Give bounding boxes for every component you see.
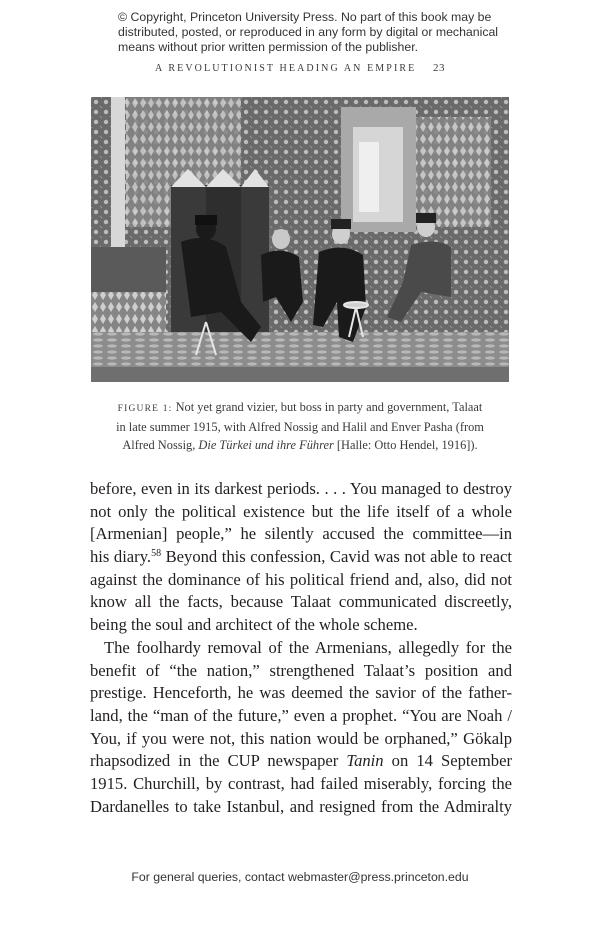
text-line: know all the facts, because Talaat communicated discreetly, xyxy=(90,592,512,612)
text-line: land, the “man of the future,” even a prophet. “You are Noah / xyxy=(90,705,512,725)
caption-text: [Halle: Otto Hendel, 1916]). xyxy=(333,438,478,453)
page-number: 23 xyxy=(432,62,445,74)
copyright-line: distributed, posted, or reproduced in any form by digital or mechanical xyxy=(118,25,499,39)
body-text xyxy=(90,478,512,818)
paragraph-start-line: The foolhardy removal of the Armenians, allegedly for the xyxy=(104,637,512,657)
text-line: not only the political existence but the life itself of a whole xyxy=(90,501,512,521)
text-span: rhapsodized in the CUP newspaper xyxy=(90,751,347,771)
footer-contact: For general queries, contact webmaster@press.princeton.edu xyxy=(131,870,469,884)
text-line: 1915. Churchill, by contrast, had failed miserably, forcing the xyxy=(90,773,512,793)
text-line xyxy=(90,750,512,773)
copyright-line: © Copyright, Princeton University Press. No part of this book may be xyxy=(118,10,492,24)
text-line: being the soul and architect of the whole scheme. xyxy=(90,615,418,635)
copyright-notice xyxy=(118,10,518,55)
caption-label: FIGURE 1: xyxy=(117,404,173,414)
text-line: Dardanelles to take Istanbul, and resigned from the Admiralty xyxy=(90,796,512,816)
text-line: prestige. Henceforth, he was deemed the savior of the father- xyxy=(90,683,512,703)
figure-photograph xyxy=(91,97,509,382)
text-span: on 14 September xyxy=(383,751,512,771)
copyright-line: means without prior written permission of the publisher. xyxy=(118,40,419,54)
text-line: against the dominance of his political friend and, also, did not xyxy=(90,569,512,589)
caption-line xyxy=(90,436,510,454)
text-span: his diary. xyxy=(90,547,152,567)
text-line xyxy=(90,546,512,569)
caption-text: Not yet grand vizier, but boss in party and government, Talaat xyxy=(172,400,483,414)
text-line: [Armenian] people,” he silently accused the committee—in xyxy=(90,524,512,544)
text-line: before, even in its darkest periods. . . . You managed to destroy xyxy=(90,479,512,498)
text-line: benefit of “the nation,” strengthened Talaat’s position and xyxy=(90,660,512,680)
caption-book-title: Die Türkei und ihre Führer xyxy=(198,438,334,453)
text-line: You, if you were not, this nation would be orphaned,” Gökalp xyxy=(90,728,512,748)
running-head-title: A REVOLUTIONIST HEADING AN EMPIRE xyxy=(155,63,417,74)
caption-line: in late summer 1915, with Alfred Nossig and Halil and Enver Pasha (from xyxy=(116,420,484,435)
footnote-reference: 58 xyxy=(151,548,162,560)
caption-text: Alfred Nossig, xyxy=(122,438,199,453)
figure-caption xyxy=(90,398,510,455)
newspaper-title: Tanin xyxy=(346,751,384,771)
running-head xyxy=(0,62,600,74)
text-span: Beyond this confession, Cavid was not able to react xyxy=(161,547,512,567)
caption-line xyxy=(90,398,510,418)
